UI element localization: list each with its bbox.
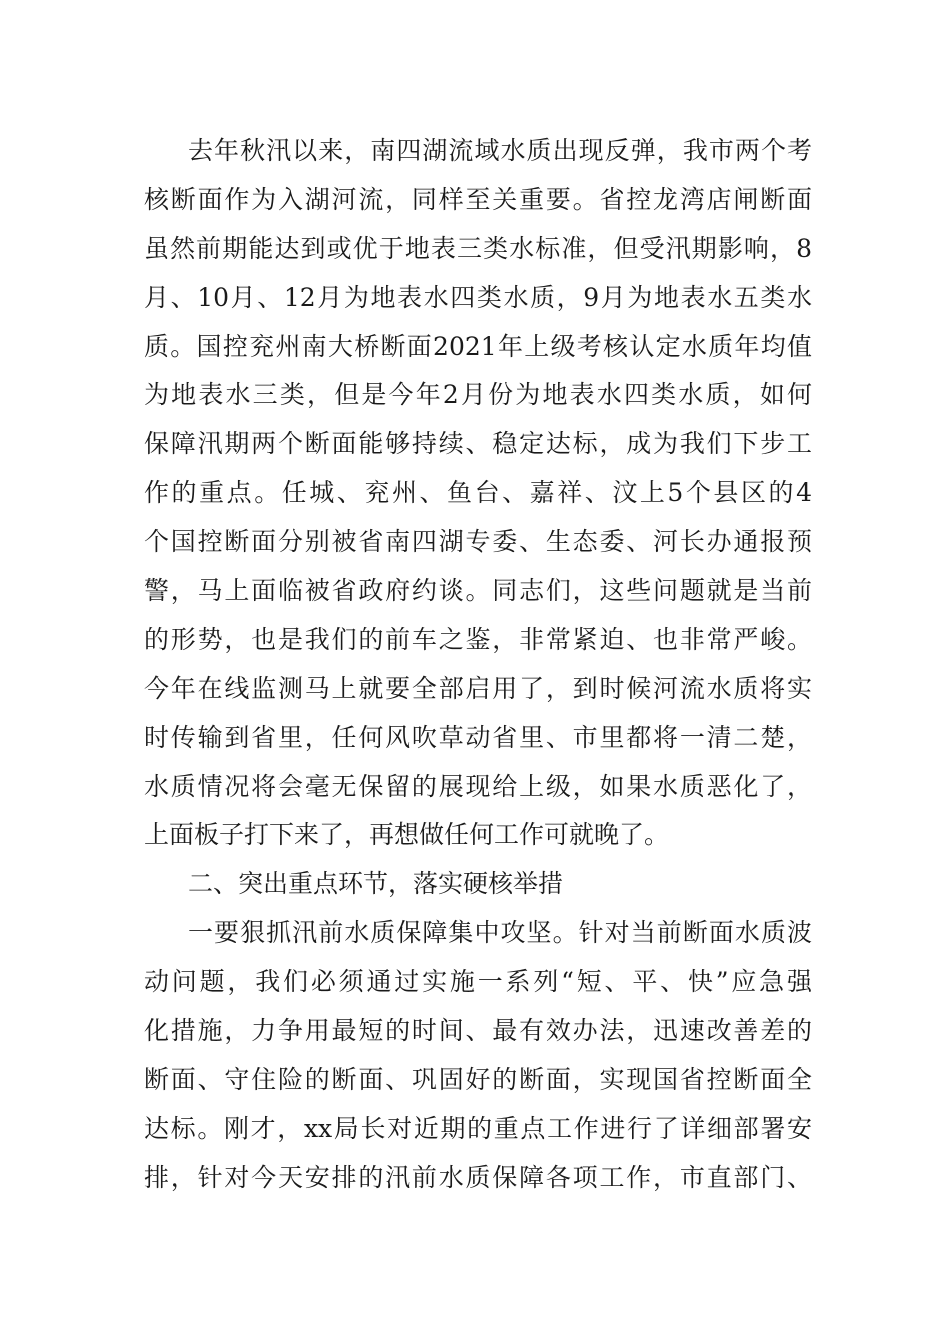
paragraph-line: 达标。刚才，xx局长对近期的重点工作进行了详细部署安 [144,1113,812,1143]
paragraph-line: 排，针对今天安排的汛前水质保障各项工作，市直部门、 [144,1162,812,1192]
paragraph-line: 水质情况将会毫无保留的展现给上级，如果水质恶化了， [144,771,812,801]
paragraph-line: 今年在线监测马上就要全部启用了，到时候河流水质将实 [144,673,812,703]
paragraph-line: 上面板子打下来了，再想做任何工作可就晚了。 [144,820,670,850]
paragraph-line: 质。国控兖州南大桥断面2021年上级考核认定水质年均值 [144,331,812,361]
paragraph-line: 化措施，力争用最短的时间、最有效办法，迅速改善差的 [144,1016,812,1046]
paragraph-line: 个国控断面分别被省南四湖专委、生态委、河长办通报预 [144,527,812,557]
paragraph-line: 核断面作为入湖河流，同样至关重要。省控龙湾店闸断面 [144,184,812,214]
paragraph-line: 时传输到省里，任何风吹草动省里、市里都将一清二楚， [144,722,812,752]
document-body [144,127,812,1203]
paragraph-line: 虽然前期能达到或优于地表三类水标准，但受汛期影响，8 [144,233,812,263]
paragraph-line: 去年秋汛以来，南四湖流域水质出现反弹，我市两个考 [188,136,812,165]
paragraph-line: 为地表水三类，但是今年2月份为地表水四类水质，如何 [144,380,812,410]
paragraph-line: 的形势，也是我们的前车之鉴，非常紧迫、也非常严峻。 [144,624,812,654]
paragraph-line: 动问题，我们必须通过实施一系列“短、平、快”应急强 [144,967,812,997]
paragraph-line: 警，马上面临被省政府约谈。同志们，这些问题就是当前 [144,576,812,606]
paragraph-line: 作的重点。任城、兖州、鱼台、嘉祥、汶上5个县区的4 [144,478,812,508]
paragraph-line: 月、10月、12月为地表水四类水质，9月为地表水五类水 [144,282,812,312]
section-heading: 二、突出重点环节，落实硬核举措 [188,869,564,899]
paragraph-line: 一要狠抓汛前水质保障集中攻坚。针对当前断面水质波 [188,918,812,948]
paragraph-line: 保障汛期两个断面能够持续、稳定达标，成为我们下步工 [144,429,812,459]
paragraph-line: 断面、守住险的断面、巩固好的断面，实现国省控断面全 [144,1064,812,1094]
